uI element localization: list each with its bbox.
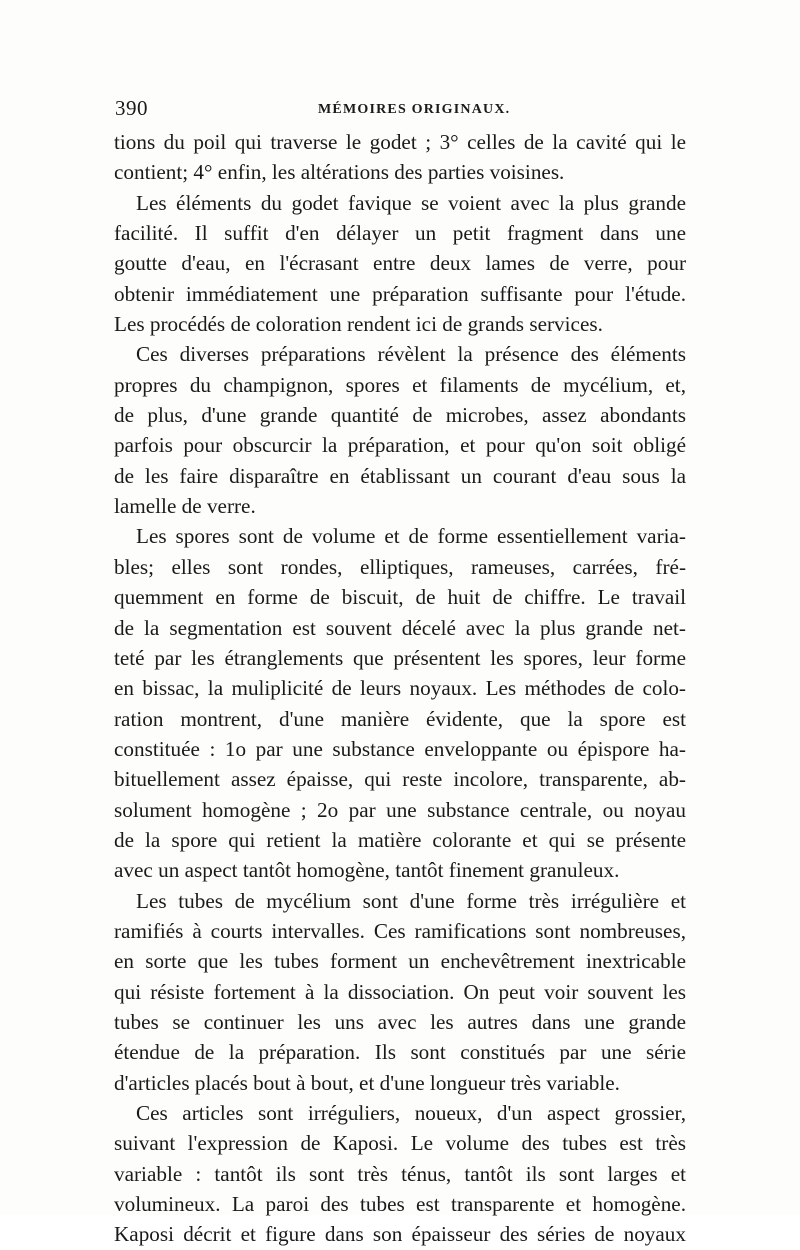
text-line: suivant l'expression de Kaposi. Le volume des tubes est très: [114, 1131, 686, 1156]
body-text: [114, 127, 686, 1250]
text-line: facilité. Il suffit d'en délayer un petit fragment dans une: [114, 221, 686, 246]
text-line: Ces articles sont irréguliers, noueux, d'un aspect grossier,: [136, 1101, 686, 1125]
text-line: étendue de la préparation. Ils sont constitués par une série: [114, 1040, 686, 1065]
text-line: tions du poil qui traverse le godet ; 3° celles de la cavité qui le: [114, 130, 686, 154]
text-line: Les spores sont de volume et de forme essentiellement varia-: [136, 524, 686, 549]
text-line: constituée : 1o par une substance enveloppante ou épispore ha-: [114, 736, 686, 761]
text-line: lamelle de verre.: [114, 494, 256, 519]
text-line: bles; elles sont rondes, elliptiques, rameuses, carrées, fré-: [114, 554, 686, 579]
text-line: Les procédés de coloration rendent ici de grands services.: [114, 312, 603, 337]
text-line: goutte d'eau, en l'écrasant entre deux lames de verre, pour: [114, 251, 686, 276]
text-line: Kaposi décrit et figure dans son épaisseur des séries de noyaux: [114, 1222, 686, 1247]
page-header: [113, 96, 687, 126]
text-line: Les éléments du godet favique se voient avec la plus grande: [136, 190, 686, 215]
text-line: de les faire disparaître en établissant un courant d'eau sous la: [114, 463, 686, 488]
text-line: en bissac, la muliplicité de leurs noyaux. Les méthodes de colo-: [114, 676, 686, 701]
text-line: parfois pour obscurcir la préparation, et pour qu'on soit obligé: [114, 433, 686, 458]
text-line: ramifiés à courts intervalles. Ces ramifications sont nombreuses,: [114, 918, 686, 943]
text-line: contient; 4° enfin, les altérations des parties voisines.: [114, 160, 565, 185]
page-number: 390: [115, 96, 148, 120]
text-line: de la spore qui retient la matière colorante et qui se présente: [114, 827, 686, 852]
text-line: solument homogène ; 2o par une substance centrale, ou noyau: [114, 797, 686, 822]
text-line: de la segmentation est souvent décelé avec la plus grande net-: [114, 615, 686, 640]
text-line: propres du champignon, spores et filaments de mycélium, et,: [114, 372, 686, 397]
text-line: variable : tantôt ils sont très ténus, tantôt ils sont larges et: [114, 1161, 686, 1186]
text-line: de plus, d'une grande quantité de microbes, assez abondants: [114, 403, 686, 428]
text-line: ration montrent, d'une manière évidente, que la spore est: [114, 706, 686, 731]
text-line: obtenir immédiatement une préparation suffisante pour l'étude.: [114, 281, 686, 306]
text-line: en sorte que les tubes forment un enchevêtrement inextricable: [114, 949, 686, 974]
text-line: teté par les étranglements que présentent les spores, leur forme: [114, 645, 686, 670]
text-line: d'articles placés bout à bout, et d'une longueur très variable.: [114, 1070, 620, 1095]
text-line: Ces diverses préparations révèlent la présence des éléments: [136, 342, 686, 367]
text-line: avec un aspect tantôt homogène, tantôt finement granuleux.: [114, 858, 620, 883]
text-line: Les tubes de mycélium sont d'une forme très irrégulière et: [136, 888, 686, 913]
text-line: tubes se continuer les uns avec les autres dans une grande: [114, 1009, 686, 1034]
text-line: bituellement assez épaisse, qui reste incolore, transparente, ab-: [114, 767, 686, 792]
text-line: volumineux. La paroi des tubes est transparente et homogène.: [114, 1192, 686, 1217]
text-line: qui résiste fortement à la dissociation. On peut voir souvent les: [114, 979, 686, 1004]
text-line: quemment en forme de biscuit, de huit de chiffre. Le travail: [114, 585, 686, 610]
running-head: MÉMOIRES ORIGINAUX.: [318, 102, 511, 117]
